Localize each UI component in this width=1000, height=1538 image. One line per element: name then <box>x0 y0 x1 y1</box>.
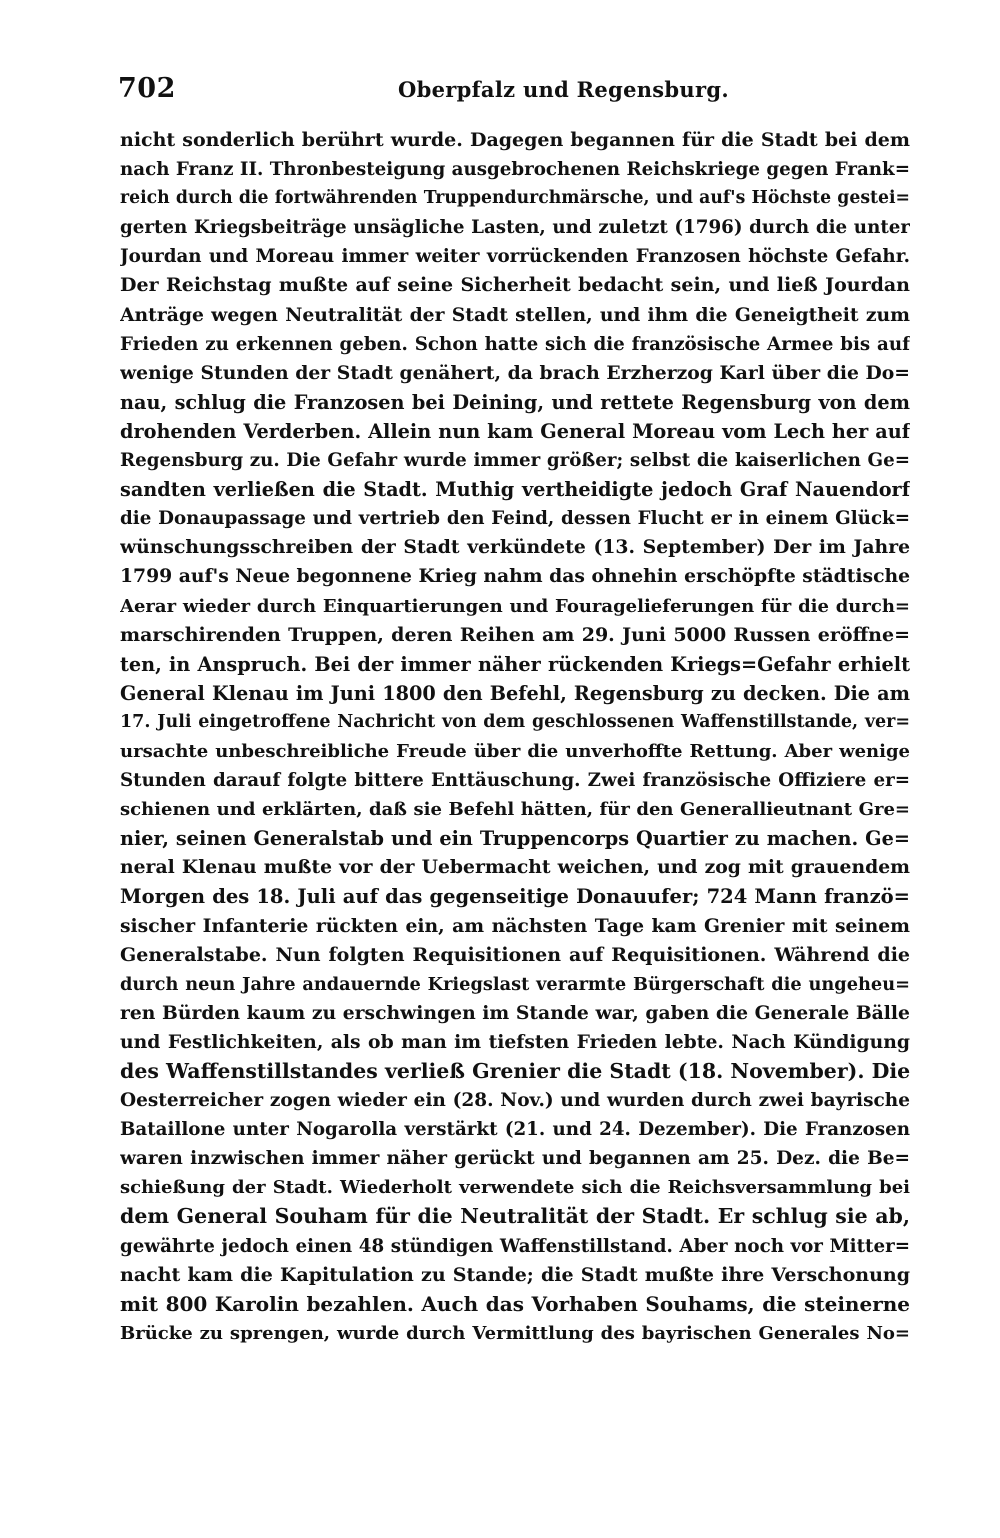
text-line: schießung der Stadt. Wiederholt verwendete sich die Reichsversammlung bei <box>120 1177 910 1199</box>
text-line: Morgen des 18. Juli auf das gegenseitige Donauufer; 724 Mann franzö= <box>120 885 910 909</box>
text-line: dem General Souham für die Neutralität der Stadt. Er schlug sie ab, <box>120 1204 910 1229</box>
text-line: nach Franz II. Thronbesteigung ausgebrochenen Reichskriege gegen Frank= <box>120 159 910 181</box>
text-line: General Klenau im Juni 1800 den Befehl, Regensburg zu decken. Die am <box>120 681 910 705</box>
text-line: sandten verließen die Stadt. Muthig vertheidigte jedoch Graf Nauendorf <box>120 478 910 502</box>
text-line: ren Bürden kaum zu erschwingen im Stande war, gaben die Generale Bälle <box>120 1001 910 1024</box>
text-line: nier, seinen Generalstab und ein Truppencorps Quartier zu machen. Ge= <box>120 827 910 851</box>
text-line: nicht sonderlich berührt wurde. Dagegen begannen für die Stadt bei dem <box>120 129 910 151</box>
text-line: Bataillone unter Nogarolla verstärkt (21. und 24. Dezember). Die Franzosen <box>120 1119 910 1141</box>
text-line: Regensburg zu. Die Gefahr wurde immer größer; selbst die kaiserlichen Ge= <box>120 450 910 472</box>
text-line: 17. Juli eingetroffene Nachricht von dem geschlossenen Waffenstillstande, ver= <box>120 711 910 732</box>
text-line: Frieden zu erkennen geben. Schon hatte sich die französische Armee bis auf <box>120 333 910 355</box>
text-line: Der Reichstag mußte auf seine Sicherheit bedacht sein, und ließ Jourdan <box>120 274 910 297</box>
page-number: 702 <box>118 73 176 104</box>
text-line: wünschungsschreiben der Stadt verkündete (13. September) Der im Jahre <box>120 536 910 559</box>
text-line: gerten Kriegsbeiträge unsägliche Lasten, und zuletzt (1796) durch die unter <box>120 217 910 239</box>
text-line: Stunden darauf folgte bittere Enttäuschung. Zwei französische Offiziere er= <box>120 770 910 792</box>
text-line: Anträge wegen Neutralität der Stadt stellen, und ihm die Geneigtheit zum <box>120 303 910 326</box>
text-line: wenige Stunden der Stadt genähert, da brach Erzherzog Karl über die Do= <box>120 361 910 384</box>
text-line: sischer Infanterie rückten ein, am nächsten Tage kam Grenier mit seinem <box>120 914 910 937</box>
text-line: nau, schlug die Franzosen bei Deining, und rettete Regensburg von dem <box>120 390 910 414</box>
page-header <box>118 72 898 112</box>
text-line: ten, in Anspruch. Bei der immer näher rückenden Kriegs=Gefahr erhielt <box>120 652 910 676</box>
running-head: Oberpfalz und Regensburg. <box>398 77 729 102</box>
text-line: 1799 auf's Neue begonnene Krieg nahm das ohnehin erschöpfte städtische <box>120 565 910 588</box>
text-line: Oesterreicher zogen wieder ein (28. Nov.) und wurden durch zwei bayrische <box>120 1090 910 1112</box>
text-line: durch neun Jahre andauernde Kriegslast verarmte Bürgerschaft die ungeheu= <box>120 973 910 995</box>
text-line: Generalstabe. Nun folgten Requisitionen auf Requisitionen. Während die <box>120 943 910 966</box>
text-line: und Festlichkeiten, als ob man im tiefsten Frieden lebte. Nach Kündigung <box>120 1030 910 1053</box>
text-line: marschirenden Truppen, deren Reihen am 29. Juni 5000 Russen eröffne= <box>120 623 910 646</box>
text-line: des Waffenstillstandes verließ Grenier die Stadt (18. November). Die <box>120 1059 910 1083</box>
text-line: Aerar wieder durch Einquartierungen und Fouragelieferungen für die durch= <box>120 595 910 617</box>
text-line: schienen und erklärten, daß sie Befehl hätten, für den Generallieutnant Gre= <box>120 799 910 821</box>
text-line: Jourdan und Moreau immer weiter vorrückenden Franzosen höchste Gefahr. <box>120 246 910 268</box>
text-line: die Donaupassage und vertrieb den Feind, dessen Flucht er in einem Glück= <box>120 508 910 530</box>
text-line: reich durch die fortwährenden Truppendurchmärsche, und auf's Höchste gestei= <box>120 188 910 209</box>
text-line: gewährte jedoch einen 48 stündigen Waffenstillstand. Aber noch vor Mitter= <box>120 1235 910 1257</box>
text-line: neral Klenau mußte vor der Uebermacht weichen, und zog mit grauendem <box>120 856 910 879</box>
text-line: Brücke zu sprengen, wurde durch Vermittlung des bayrischen Generales No= <box>120 1322 910 1344</box>
text-line: waren inzwischen immer näher gerückt und begannen am 25. Dez. die Be= <box>120 1148 910 1170</box>
text-line: drohenden Verderben. Allein nun kam General Moreau vom Lech her auf <box>120 419 910 443</box>
text-line: mit 800 Karolin bezahlen. Auch das Vorhaben Souhams, die steinerne <box>120 1291 910 1316</box>
text-line: ursachte unbeschreibliche Freude über die unverhoffte Rettung. Aber wenige <box>120 740 910 762</box>
body-text <box>120 126 910 1348</box>
text-line: nacht kam die Kapitulation zu Stande; die Stadt mußte ihre Verschonung <box>120 1263 910 1286</box>
